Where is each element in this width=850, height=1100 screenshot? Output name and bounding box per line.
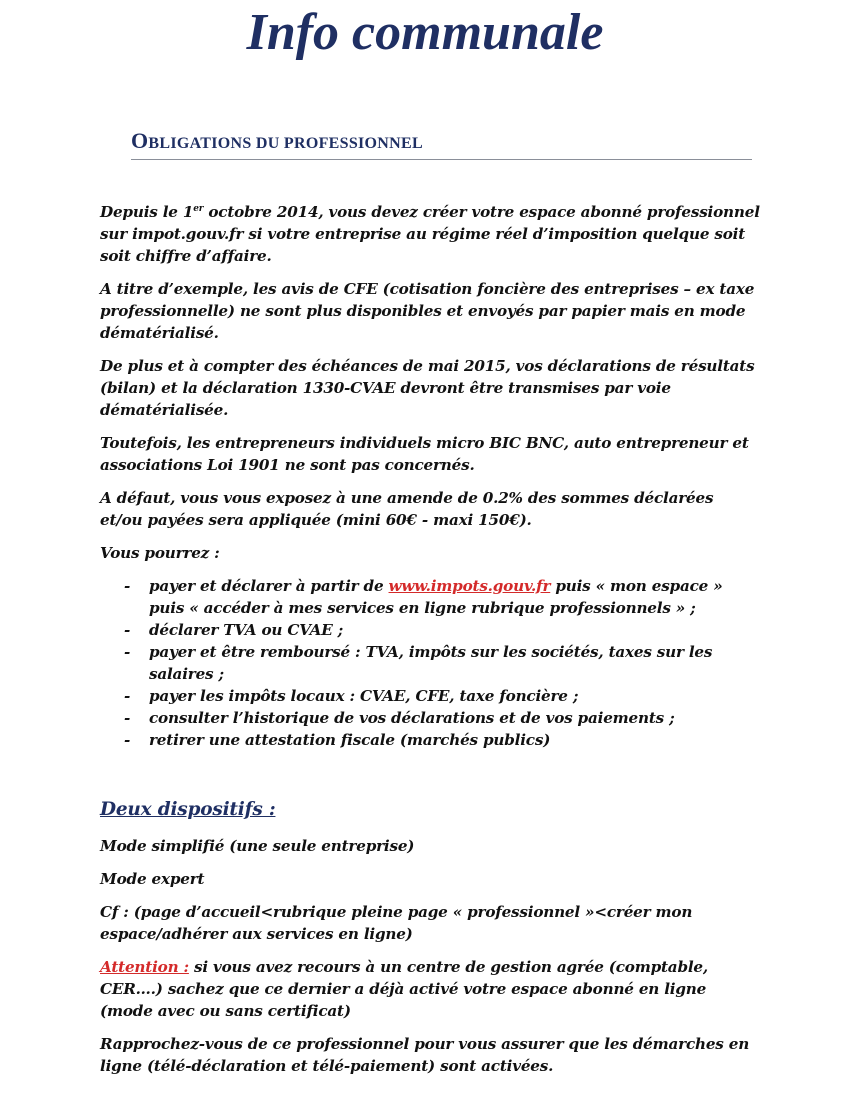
paragraph-text: Depuis le 1	[100, 203, 194, 221]
list-item-text: payer et déclarer à partir de	[149, 577, 389, 595]
dash-bullet: -	[124, 643, 131, 661]
mode-simplifie: Mode simplifié (une seule entreprise)	[100, 837, 415, 855]
list-item	[100, 729, 760, 751]
list-item	[100, 575, 760, 619]
section-heading-initial: O	[131, 128, 149, 153]
paragraph-penalty: A défaut, vous vous exposez à une amende de 0.2% des sommes déclarées et/ou payées sera appliquée (mini 60€ - maxi 150€).	[100, 489, 714, 529]
services-list	[100, 575, 760, 751]
impots-link[interactable]: www.impots.gouv.fr	[388, 577, 551, 595]
list-item	[100, 707, 760, 729]
dash-bullet: -	[124, 621, 131, 639]
document-body	[100, 201, 760, 1088]
list-item	[100, 685, 760, 707]
paragraph-attention	[100, 956, 760, 1022]
mode-expert: Mode expert	[100, 870, 205, 888]
section-heading	[131, 128, 752, 160]
services-intro: Vous pourrez :	[100, 544, 220, 562]
list-item-text: puis « mon espace » puis « accéder à mes services en ligne rubrique professionnels » ;	[149, 577, 723, 617]
paragraph-text: octobre 2014, vous devez créer votre espace abonné professionnel sur impot.gouv.fr si votre entreprise au régime réel d’imposition quelque soit soit chiffre d’affaire.	[100, 203, 760, 265]
dash-bullet: -	[124, 687, 131, 705]
paragraph-cf: Cf : (page d’accueil<rubrique pleine page « professionnel »<créer mon espace/adhérer aux services en ligne)	[100, 903, 693, 943]
paragraph-cfe: A titre d’exemple, les avis de CFE (cotisation foncière des entreprises – ex taxe professionnelle) ne sont plus disponibles et envoyés par papier mais en mode dématérialisé.	[100, 280, 755, 342]
list-item-text: consulter l’historique de vos déclarations et de vos paiements ;	[149, 709, 675, 727]
list-item-text: déclarer TVA ou CVAE ;	[149, 621, 344, 639]
dash-bullet: -	[124, 731, 131, 749]
section-heading-rest: BLIGATIONS DU PROFESSIONNEL	[148, 135, 423, 152]
superscript: er	[193, 203, 204, 214]
list-item	[100, 641, 760, 685]
dash-bullet: -	[124, 577, 131, 595]
attention-text: si vous avez recours à un centre de gestion agrée (comptable, CER….) sachez que ce dernier a déjà activé votre espace abonné en ligne (mode avec ou sans certificat)	[100, 958, 708, 1020]
attention-label: Attention :	[100, 958, 189, 976]
dispositifs-heading: Deux dispositifs :	[100, 799, 276, 820]
list-item	[100, 619, 760, 641]
paragraph-intro-date	[100, 201, 760, 267]
paragraph-closing: Rapprochez-vous de ce professionnel pour vous assurer que les démarches en ligne (télé-déclaration et télé-paiement) sont activées.	[100, 1035, 750, 1075]
paragraph-deadlines: De plus et à compter des échéances de mai 2015, vos déclarations de résultats (bilan) et la déclaration 1330-CVAE devront être transmises par voie dématérialisée.	[100, 357, 755, 419]
list-item-text: payer et être remboursé : TVA, impôts sur les sociétés, taxes sur les salaires ;	[149, 643, 713, 683]
paragraph-exemptions: Toutefois, les entrepreneurs individuels micro BIC BNC, auto entrepreneur et associations Loi 1901 ne sont pas concernés.	[100, 434, 749, 474]
list-item-text: payer les impôts locaux : CVAE, CFE, taxe foncière ;	[149, 687, 579, 705]
dash-bullet: -	[124, 709, 131, 727]
page-title: Info communale	[246, 4, 604, 61]
list-item-text: retirer une attestation fiscale (marchés publics)	[149, 731, 551, 749]
